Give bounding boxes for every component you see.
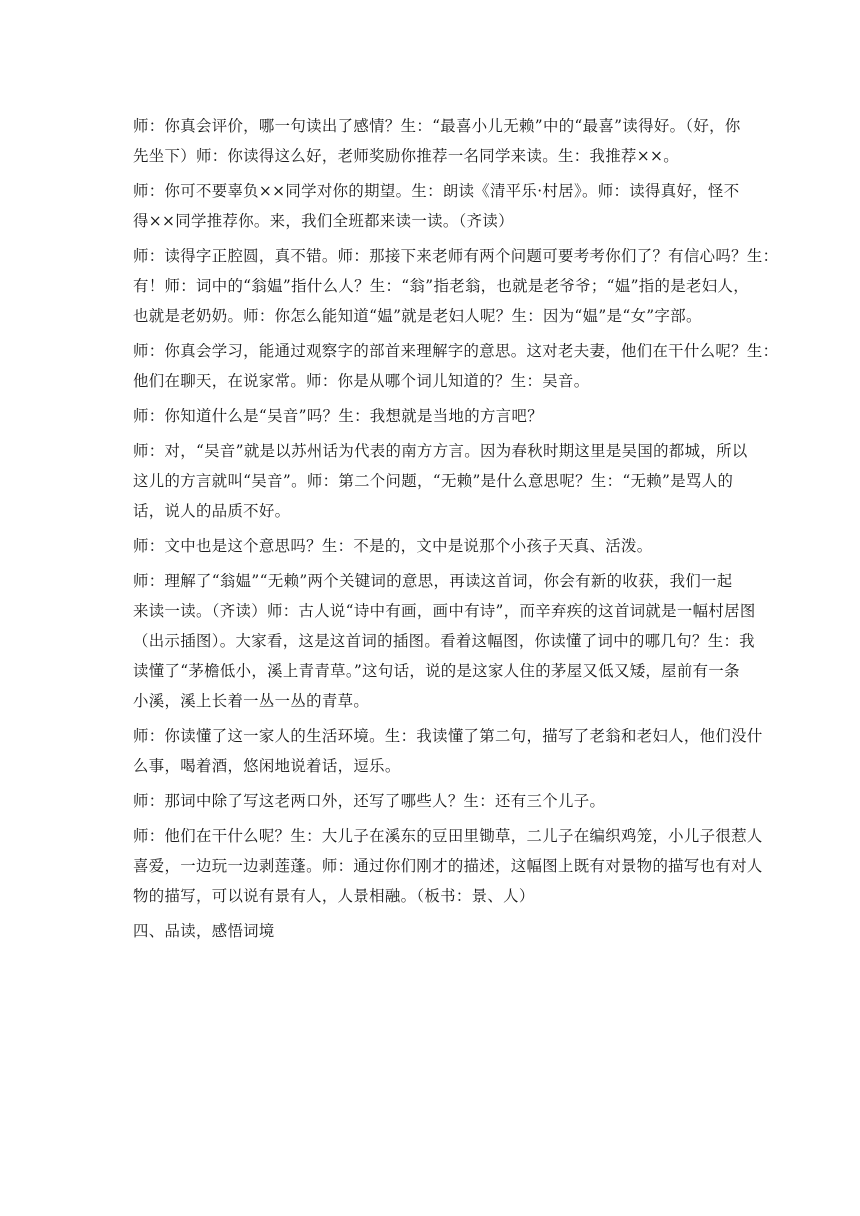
paragraph-line: 师：你知道什么是“吴音”吗？生：我想就是当地的方言吧？ (133, 407, 543, 425)
paragraph-line: 得××同学推荐你。来，我们全班都来读一读。（齐读） (133, 212, 514, 230)
paragraph-line: （出示插图）。大家看，这是这首词的插图。看着这幅图，你读懂了词中的哪几句？生：我 (133, 632, 755, 650)
section-heading (133, 916, 731, 951)
paragraph-4 (133, 336, 779, 401)
paragraph-1 (133, 111, 741, 176)
paragraph-line: 喜爱，一边玩一边剥莲蓬。师：通过你们刚才的描述，这幅图上既有对景物的描写也有对人 (133, 857, 763, 875)
paragraph-line: 师：你真会评价，哪一句读出了感情？生：“最喜小儿无赖”中的“最喜”读得好。（好，你 (133, 117, 741, 135)
paragraph-5 (133, 401, 731, 436)
paragraph-8 (133, 566, 756, 721)
paragraph-line: 也就是老奶奶。师：你怎么能知道“媪”就是老妇人呢？生：因为“媪”是“女”字部。 (133, 307, 702, 325)
paragraph-3 (133, 241, 779, 336)
paragraph-line: 师：对，“吴音”就是以苏州话为代表的南方方言。因为春秋时期这里是吴国的都城，所以 (133, 442, 748, 460)
paragraph-11 (133, 821, 763, 916)
paragraph-line: 师：你读懂了这一家人的生活环境。生：我读懂了第二句，描写了老翁和老妇人，他们没什 (133, 727, 763, 745)
paragraph-line: 物的描写，可以说有景有人，人景相融。（板书：景、人） (133, 887, 535, 905)
paragraph-2 (133, 176, 740, 241)
paragraph-line: 他们在聊天，在说家常。师：你是从哪个词儿知道的？生：吴音。 (133, 372, 590, 390)
paragraph-line: 师：你真会学习，能通过观察字的部首来理解字的意思。这对老夫妻，他们在干什么呢？生： (133, 342, 779, 360)
document-page (133, 111, 779, 951)
paragraph-line: 师：理解了“翁媪”“无赖”两个关键词的意思，再读这首词，你会有新的收获，我们一起 (133, 572, 733, 590)
paragraph-line: 么事，喝着酒，悠闲地说着话，逗乐。 (133, 757, 401, 775)
paragraph-line: 师：那词中除了写这老两口外，还写了哪些人？生：还有三个儿子。 (133, 792, 606, 810)
paragraph-line: 来读一读。（齐读）师：古人说“诗中有画，画中有诗”，而辛弃疾的这首词就是一幅村居图 (133, 602, 756, 620)
paragraph-line: 先坐下）师：你读得这么好，老师奖励你推荐一名同学来读。生：我推荐××。 (133, 147, 679, 165)
paragraph-line: 师：他们在干什么呢？生：大儿子在溪东的豆田里锄草，二儿子在编织鸡笼，小儿子很惹人 (133, 827, 763, 845)
paragraph-line: 师：你可不要辜负××同学对你的期望。生：朗读《清平乐·村居》。师：读得真好，怪不 (133, 182, 740, 200)
paragraph-line: 这儿的方言就叫“吴音”。师：第二个问题，“无赖”是什么意思呢？生：“无赖”是骂人的 (133, 472, 734, 490)
paragraph-line: 师：文中也是这个意思吗？生：不是的，文中是说那个小孩子天真、活泼。 (133, 537, 653, 555)
section-heading-text: 四、品读，感悟词境 (133, 922, 275, 940)
paragraph-line: 小溪，溪上长着一丛一丛的青草。 (133, 692, 370, 710)
paragraph-line: 有！师：词中的“翁媪”指什么人？生：“翁”指老翁，也就是老爷爷；“媪”指的是老妇人， (133, 277, 749, 295)
paragraph-7 (133, 531, 731, 566)
paragraph-line: 师：读得字正腔圆，真不错。师：那接下来老师有两个问题可要考考你们了？有信心吗？生： (133, 247, 779, 265)
paragraph-9 (133, 721, 763, 786)
paragraph-line: 话，说人的品质不好。 (133, 502, 291, 520)
paragraph-line: 读懂了“茅檐低小，溪上青青草。”这句话，说的是这家人住的茅屋又低又矮，屋前有一条 (133, 662, 740, 680)
paragraph-6 (133, 436, 748, 531)
paragraph-10 (133, 786, 731, 821)
